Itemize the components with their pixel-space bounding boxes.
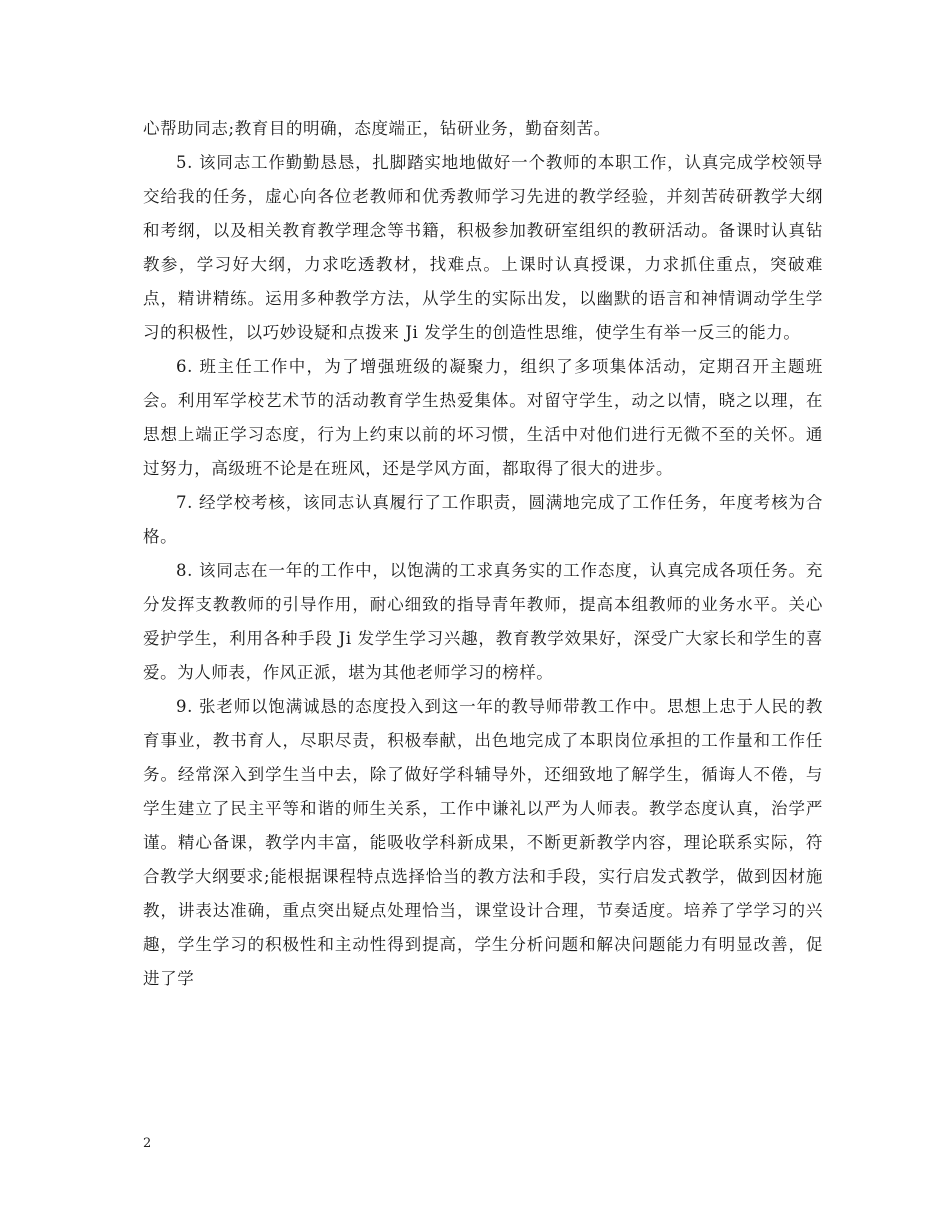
- paragraph-continuation: 心帮助同志;教育目的明确，态度端正，钻研业务，勤奋刻苦。: [143, 119, 611, 138]
- paragraph-item-8: 8. 该同志在一年的工作中，以饱满的工求真务实的工作态度，认真完成各项任务。充分发挥支教教师的引导作用，耐心细致的指导青年教师，提高本组教师的业务水平。关心爱护学生，利用各种手段 Ji 发学生学习兴趣，教育教学效果好，深受广大家长和学生的喜爱。为人师表，作风正派，堪为其他老师学习的榜样。: [143, 561, 823, 682]
- paragraph-item-5: 5. 该同志工作勤勤恳恳，扎脚踏实地地做好一个教师的本职工作，认真完成学校领导交给我的任务，虚心向各位老教师和优秀教师学习先进的教学经验，并刻苦砖研教学大纲和考纲，以及相关教育教学理念等书籍，积极参加教研室组织的教研活动。备课时认真钻教参，学习好大纲，力求吃透教材，找难点。上课时认真授课，力求抓住重点，突破难点，精讲精练。运用多种教学方法，从学生的实际出发，以幽默的语言和神情调动学生学习的积极性，以巧妙设疑和点拨来 Ji 发学生的创造性思维，使学生有举一反三的能力。: [143, 153, 823, 342]
- page-number: 2: [143, 1136, 152, 1151]
- paragraph-item-6: 6. 班主任工作中，为了增强班级的凝聚力，组织了多项集体活动，定期召开主题班会。利用军学校艺术节的活动教育学生热爱集体。对留守学生，动之以情，晓之以理，在思想上端正学习态度，行为上约束以前的坏习惯，生活中对他们进行无微不至的关怀。通过努力，高级班不论是在班风，还是学风方面，都取得了很大的进步。: [143, 357, 823, 478]
- paragraph-item-7: 7. 经学校考核，该同志认真履行了工作职责，圆满地完成了工作任务，年度考核为合格。: [143, 493, 823, 546]
- document-body: [143, 112, 823, 996]
- paragraph-item-9: 9. 张老师以饱满诚恳的态度投入到这一年的教导师带教工作中。思想上忠于人民的教育事业，教书育人，尽职尽责，积极奉献，出色地完成了本职岗位承担的工作量和工作任务。经常深入到学生当中去，除了做好学科辅导外，还细致地了解学生，循诲人不倦，与学生建立了民主平等和谐的师生关系，工作中谦礼以严为人师表。教学态度认真，治学严谨。精心备课，教学内丰富，能吸收学科新成果，不断更新教学内容，理论联系实际，符合教学大纲要求;能根据课程特点选择恰当的教方法和手段，实行启发式教学，做到因材施教，讲表达准确，重点突出疑点处理恰当，课堂设计合理，节奏适度。培养了学学习的兴趣，学生学习的积极性和主动性得到提高，学生分析问题和解决问题能力有明显改善，促进了学: [143, 697, 823, 988]
